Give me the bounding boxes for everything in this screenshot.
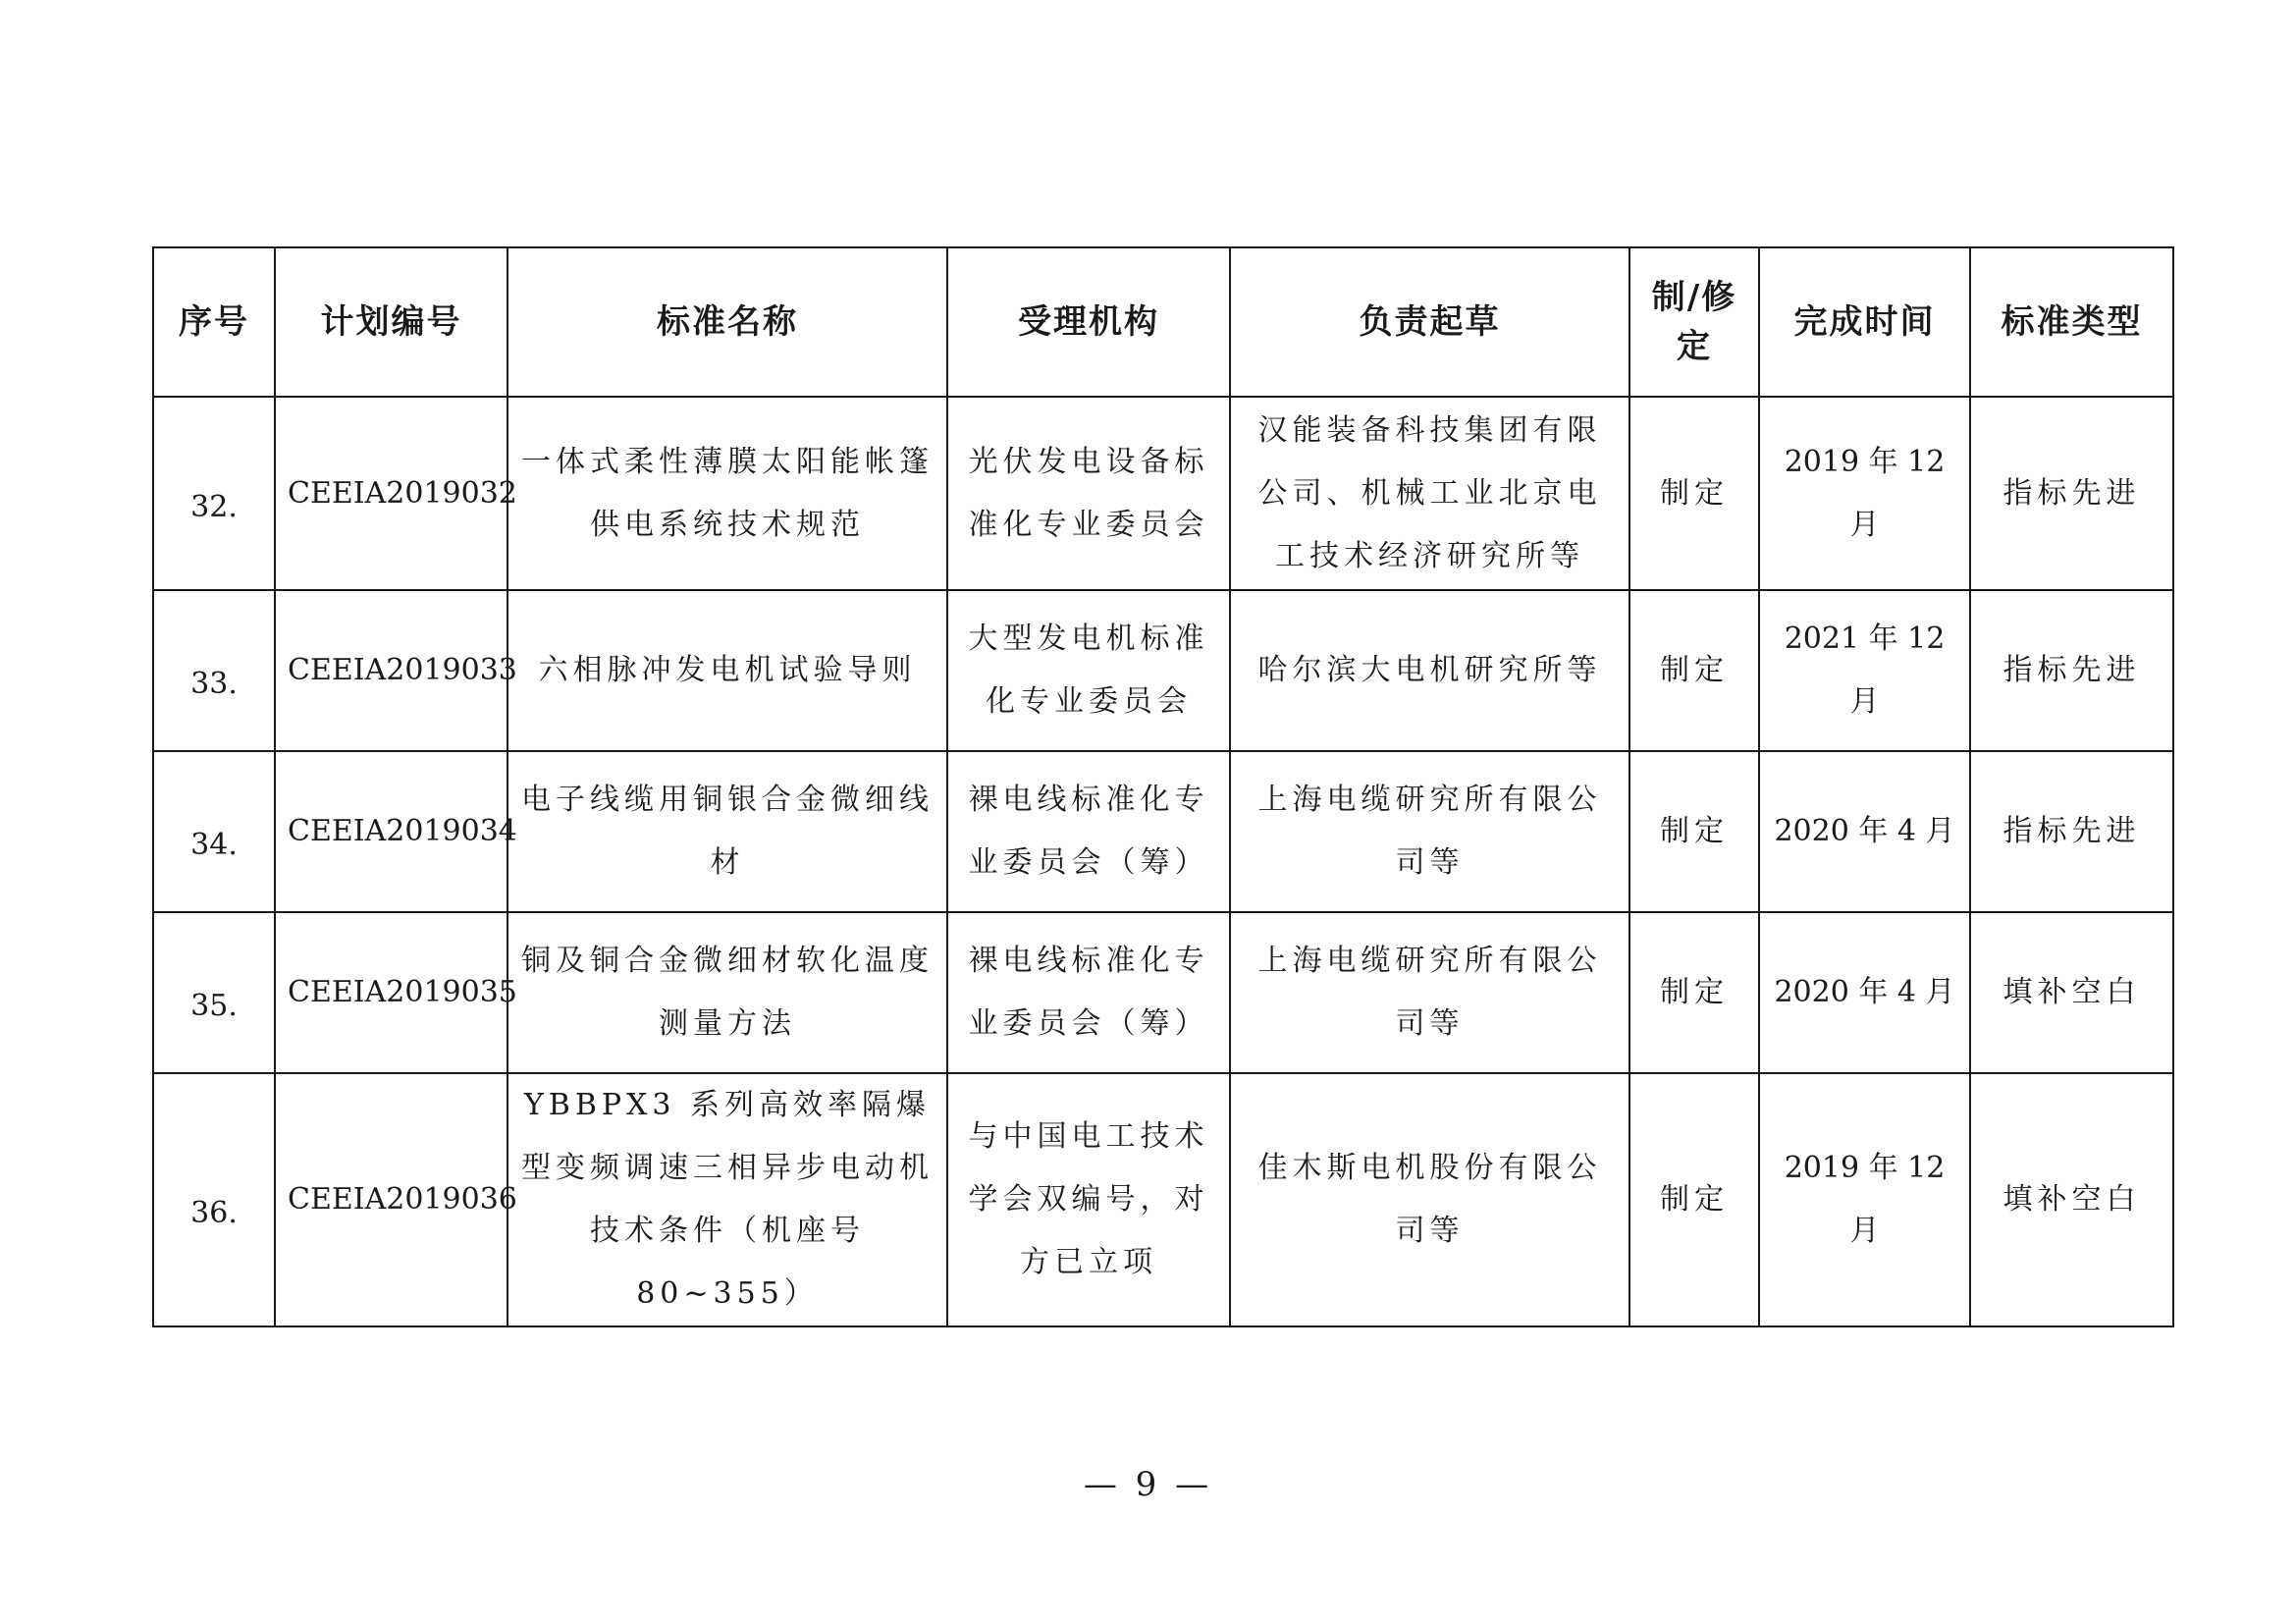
cell-plan-no: CEEIA2019032 bbox=[275, 397, 507, 590]
cell-org: 裸电线标准化专业委员会（筹） bbox=[947, 751, 1230, 912]
cell-plan-no: CEEIA2019033 bbox=[275, 590, 507, 751]
cell-drafter: 哈尔滨大电机研究所等 bbox=[1230, 590, 1629, 751]
cell-name: 一体式柔性薄膜太阳能帐篷供电系统技术规范 bbox=[507, 397, 947, 590]
cell-time: 2019 年 12 月 bbox=[1759, 1073, 1970, 1326]
header-seq: 序号 bbox=[153, 247, 275, 397]
cell-seq bbox=[153, 751, 275, 912]
cell-time: 2019 年 12 月 bbox=[1759, 397, 1970, 590]
header-name: 标准名称 bbox=[507, 247, 947, 397]
header-time: 完成时间 bbox=[1759, 247, 1970, 397]
cell-type: 填补空白 bbox=[1970, 912, 2173, 1073]
header-rev: 制/修定 bbox=[1629, 247, 1759, 397]
cell-name: 电子线缆用铜银合金微细线材 bbox=[507, 751, 947, 912]
seq-text: 32. bbox=[190, 489, 238, 524]
cell-name: 铜及铜合金微细材软化温度测量方法 bbox=[507, 912, 947, 1073]
cell-org: 与中国电工技术学会双编号，对方已立项 bbox=[947, 1073, 1230, 1326]
cell-type: 指标先进 bbox=[1970, 590, 2173, 751]
cell-drafter: 上海电缆研究所有限公司等 bbox=[1230, 912, 1629, 1073]
header-type: 标准类型 bbox=[1970, 247, 2173, 397]
table-row bbox=[153, 751, 2173, 912]
cell-name: 六相脉冲发电机试验导则 bbox=[507, 590, 947, 751]
header-drafter: 负责起草 bbox=[1230, 247, 1629, 397]
table-row bbox=[153, 590, 2173, 751]
cell-seq bbox=[153, 912, 275, 1073]
table-row bbox=[153, 1073, 2173, 1326]
table-row bbox=[153, 397, 2173, 590]
cell-plan-no: CEEIA2019034 bbox=[275, 751, 507, 912]
seq-text: 33. bbox=[190, 667, 238, 701]
cell-plan-no: CEEIA2019035 bbox=[275, 912, 507, 1073]
cell-rev: 制定 bbox=[1629, 1073, 1759, 1326]
cell-type: 指标先进 bbox=[1970, 397, 2173, 590]
cell-name: YBBPX3 系列高效率隔爆型变频调速三相异步电动机技术条件（机座号 80~355） bbox=[507, 1073, 947, 1326]
cell-rev: 制定 bbox=[1629, 397, 1759, 590]
page-number: — 9 — bbox=[1083, 1465, 1213, 1504]
cell-seq bbox=[153, 1073, 275, 1326]
cell-org: 大型发电机标准化专业委员会 bbox=[947, 590, 1230, 751]
cell-plan-no: CEEIA2019036 bbox=[275, 1073, 507, 1326]
cell-type: 填补空白 bbox=[1970, 1073, 2173, 1326]
header-org: 受理机构 bbox=[947, 247, 1230, 397]
cell-type: 指标先进 bbox=[1970, 751, 2173, 912]
cell-seq bbox=[153, 397, 275, 590]
table-header-row bbox=[153, 247, 2173, 397]
cell-seq bbox=[153, 590, 275, 751]
standards-plan-table bbox=[152, 246, 2174, 1327]
cell-drafter: 上海电缆研究所有限公司等 bbox=[1230, 751, 1629, 912]
table-row bbox=[153, 912, 2173, 1073]
seq-text: 36. bbox=[190, 1196, 238, 1230]
cell-rev: 制定 bbox=[1629, 751, 1759, 912]
cell-rev: 制定 bbox=[1629, 590, 1759, 751]
cell-org: 光伏发电设备标准化专业委员会 bbox=[947, 397, 1230, 590]
seq-text: 34. bbox=[190, 828, 238, 862]
cell-org: 裸电线标准化专业委员会（筹） bbox=[947, 912, 1230, 1073]
cell-drafter: 佳木斯电机股份有限公司等 bbox=[1230, 1073, 1629, 1326]
cell-drafter: 汉能装备科技集团有限公司、机械工业北京电工技术经济研究所等 bbox=[1230, 397, 1629, 590]
seq-text: 35. bbox=[190, 989, 238, 1023]
header-plan-no: 计划编号 bbox=[275, 247, 507, 397]
cell-rev: 制定 bbox=[1629, 912, 1759, 1073]
cell-time: 2021 年 12 月 bbox=[1759, 590, 1970, 751]
cell-time: 2020 年 4 月 bbox=[1759, 912, 1970, 1073]
cell-time: 2020 年 4 月 bbox=[1759, 751, 1970, 912]
